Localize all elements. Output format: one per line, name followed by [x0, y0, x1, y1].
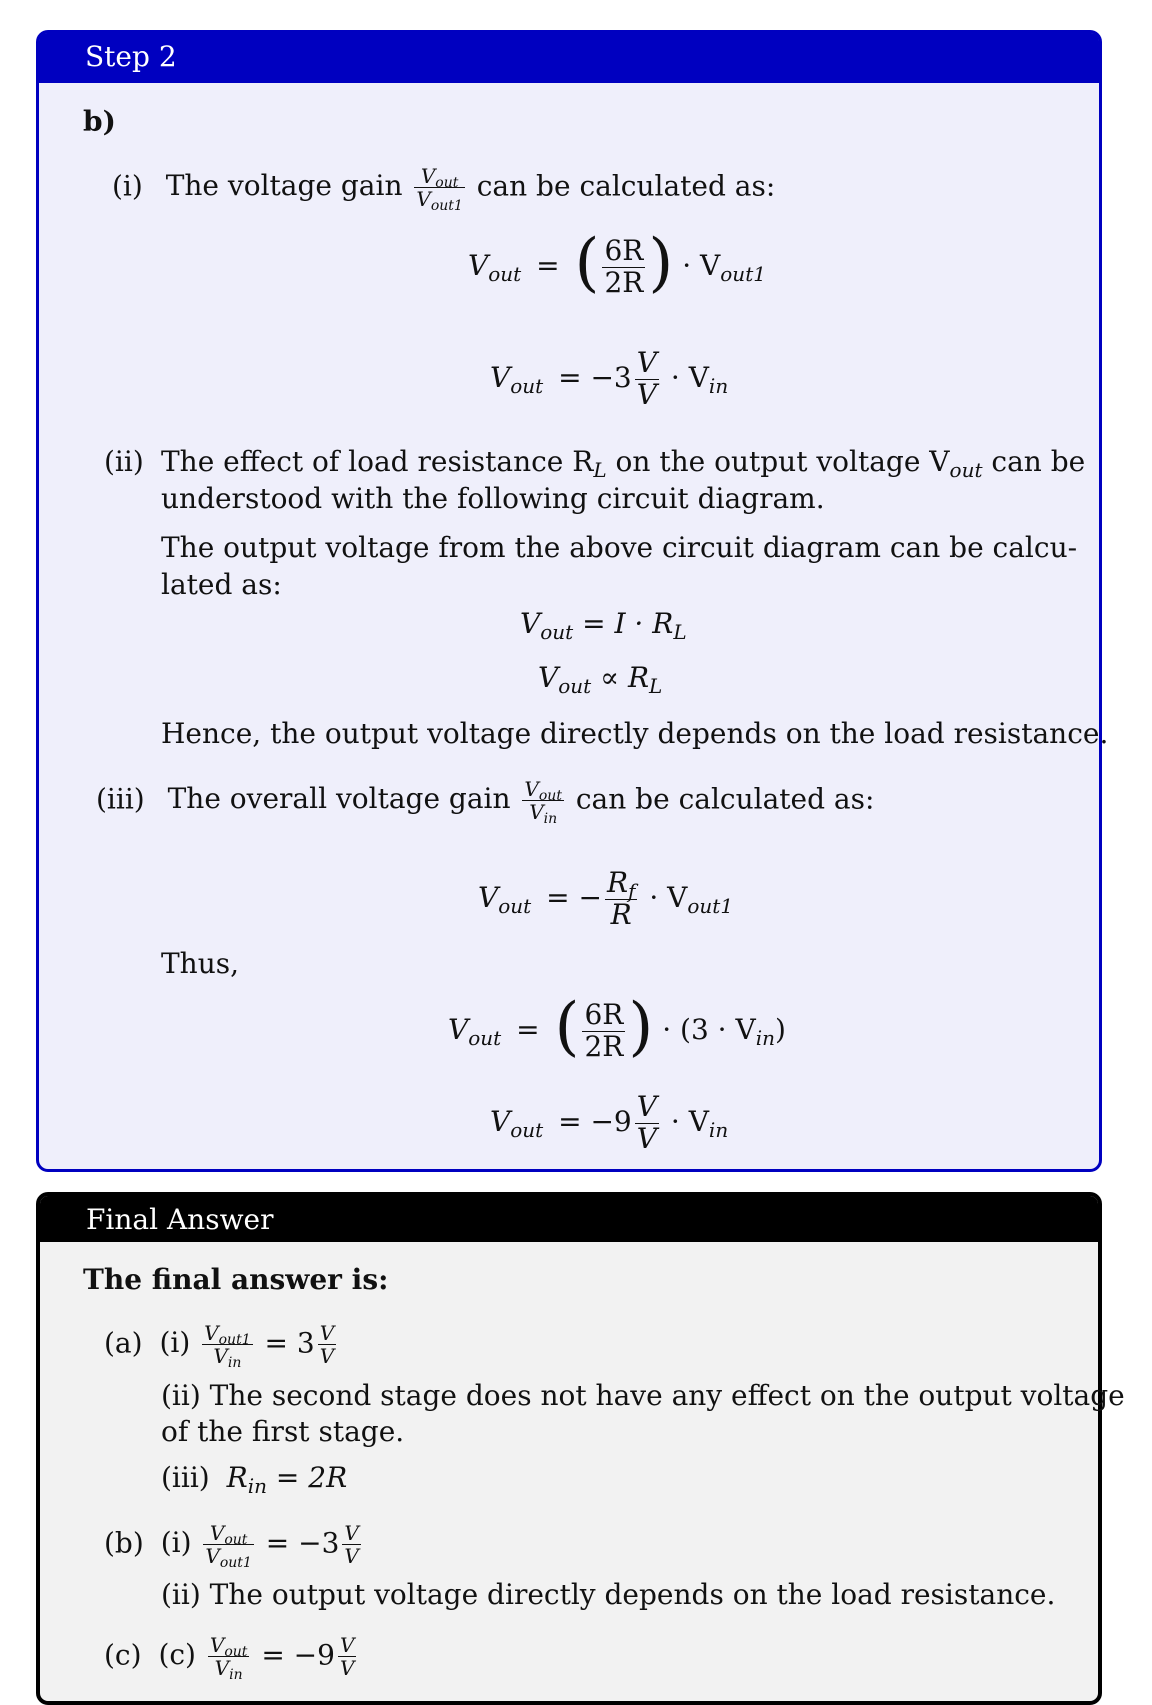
- item-i-label: (i): [112, 169, 143, 203]
- item-ii-para-2-line-1: The output voltage from the above circuit diagram can be calcu-: [161, 531, 1078, 564]
- item-i-text-after: can be calculated as:: [476, 169, 776, 203]
- item-iii-line: (iii) The overall voltage gain $\frac{V_{out}}{V_{in}}$ can be calculated as:: [96, 777, 875, 828]
- item-ii-line-2: understood with the following circuit diagram.: [161, 482, 825, 515]
- item-iii-equation-3: $V_{out} = -9$ $\frac{V}{V}$ · $V_{in}$: [490, 1090, 729, 1155]
- item-ii-label: (ii): [104, 445, 144, 478]
- answer-a-ii-line-2: of the first stage.: [161, 1415, 405, 1448]
- item-i-line: [112, 164, 776, 215]
- item-iii-equation-1: $V_{out}$ = − $\frac{R_f}{R}$ · $V_{out1}$: [478, 866, 734, 931]
- item-iii-gain-fraction: $\frac{V_{out}}{V_{in}}$: [524, 777, 562, 828]
- item-i-equation-2: $V_{out} = -3$ $\frac{V}{V}$ · $V_{in}$: [490, 346, 729, 411]
- item-i-gain-fraction: $\frac{V_{out}}{V_{out1}}$: [416, 164, 463, 215]
- item-ii-equation-1: $V_{out} = I \cdot R_L$: [520, 607, 687, 644]
- answer-b-ii: (ii) The output voltage directly depends on the load resistance.: [161, 1578, 1056, 1611]
- item-i-text-before: The voltage gain: [165, 169, 403, 203]
- item-iii-label: (iii): [96, 782, 145, 816]
- item-iii-equation-2: $V_{out}$ = ( $\frac{6R}{2R}$ ) · $(3 \cdot V_{in})$: [448, 990, 786, 1065]
- item-ii-para-2-line-2: lated as:: [161, 568, 282, 601]
- answer-c: (c) (c) $\frac{V_{out}}{V_{in}}$ = −9 $\frac{V}{V}$: [104, 1633, 355, 1684]
- item-iii-thus: Thus,: [161, 947, 240, 980]
- item-ii-conclusion: Hence, the output voltage directly depends on the load resistance.: [161, 717, 1109, 750]
- final-answer-header: Final Answer: [40, 1196, 1098, 1242]
- part-label: b): [83, 105, 116, 138]
- step-header: Step 2: [39, 33, 1099, 83]
- answer-a-iii: (iii) $R_{in} = 2R$: [161, 1461, 348, 1498]
- item-ii-equation-2: $V_{out} \propto R_L$: [538, 661, 663, 698]
- answer-a-ii-line-1: (ii) The second stage does not have any effect on the output voltage: [161, 1379, 1125, 1412]
- answer-a-i: (a) (i) $\frac{V_{out1}}{V_{in}}$ = 3 $\frac{V}{V}$: [104, 1321, 335, 1372]
- item-i-equation-1: $V_{out}$ = ( $\frac{6R}{2R}$ ) · $V_{out1}$: [468, 226, 766, 301]
- answer-b-i: (b) (i) $\frac{V_{out}}{V_{out1}}$ = −3 $\frac{V}{V}$: [104, 1521, 359, 1572]
- final-answer-title: The final answer is:: [83, 1263, 389, 1296]
- item-ii-line-1: The effect of load resistance $R_L$ on the output voltage $V_{out}$ can be: [161, 445, 1086, 482]
